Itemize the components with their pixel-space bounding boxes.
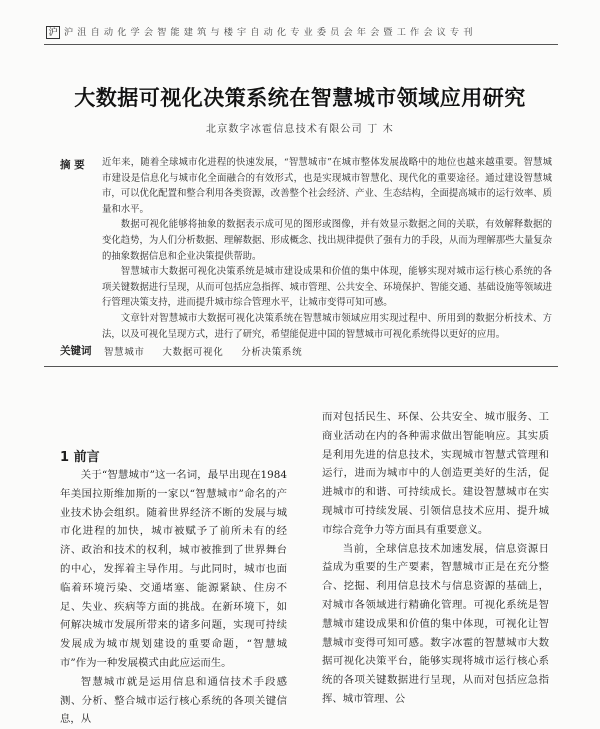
abstract-paragraph: 智慧城市大数据可视化决策系统是城市建设成果和价值的集中体现，能够实现对城市运行核心系统的各项关键数据进行呈现，从而可包括应急指挥、城市管理、公共安全、环境保护、智能交通、基础设施等领域进行管理决策支持，进而提升城市综合管理水平，让城市变得可知可感。 xyxy=(102,266,553,309)
body-paragraph: 智慧城市就是运用信息和通信技术手段感测、分析、整合城市运行核心系统的各项关键信息，从 xyxy=(60,675,287,726)
body-paragraph: 而对包括民生、环保、公共安全、城市服务、工商业活动在内的各种需求做出智能响应。其实质是利用先进的信息技术，实现城市智慧式管理和运行，进而为城市中的人创造更美好的生活，促进城市的和谐、可持续成长。建设智慧城市在实现城市可持续发展、引领信息技术应用、提升城市综合竞争力等方面具有重要意义。 xyxy=(322,411,549,536)
body-paragraph: 当前，全球信息技术加速发展，信息资源日益成为重要的生产要素，智慧城市正是在充分整合、挖掘、利用信息技术与信息资源的基础上，对城市各领域进行精确化管理。可视化系统是智慧城市建设成果和价值的集中体现，可视化让智慧城市变得可知可感。数字冰雹的智慧城市大数据可视化决策平台，能够实现将城市运行核心系统的各项关键数据进行呈现，从而对包括应急指挥、城市管理、公 xyxy=(322,542,549,705)
body-paragraph: 关于“智慧城市”这一名词，最早出现在1984年美国拉斯维加斯的一家以“智慧城市”命名的产业技术协会组织。随着世界经济不断的发展与城市化进程的加快，城市被赋予了前所未有的经济、政治和技术的权利，城市被推到了世界舞台的中心，发挥着主导作用。与此同时，城市也面临着环境污染、交通堵塞、能源紧缺、住房不足、失业、疾病等方面的挑战。在新环境下，如何解决城市发展所带来的诸多问题，实现可持续发展成为城市规划建设的重要命题，“智慧城市”作为一种发展模式由此应运而生。 xyxy=(60,469,287,669)
keyword: 分析决策系统 xyxy=(241,347,303,358)
section-title: 1 前言 xyxy=(60,450,100,465)
abstract-paragraph: 文章针对智慧城市大数据可视化决策系统在智慧城市领域应用实现过程中、所用到的数据分析技术、方法，以及可视化呈现方式，进行了研究，希望能促进中国的智慧城市可视化系统得以更好的应用。 xyxy=(102,312,552,340)
right-column xyxy=(322,408,549,709)
abstract-body xyxy=(102,155,552,342)
header-rule xyxy=(44,44,558,45)
paper-title: 大数据可视化决策系统在智慧城市领域应用研究 xyxy=(74,86,526,110)
keyword: 智慧城市 xyxy=(104,347,145,358)
abstract-label: 摘 要 xyxy=(60,159,85,171)
paper-authors: 北京数字冰雹信息技术有限公司 丁 木 xyxy=(206,124,394,135)
abstract-paragraph: 数据可视化能够将抽象的数据表示成可见的图形或图像，并有效显示数据之间的关联，有效解释数据的变化趋势，为人们分析数据、理解数据、形成概念、找出规律提供了强有力的手段，从而为理解那些大量复杂的抽象数据信息和企业决策提供帮助。 xyxy=(102,219,553,262)
keywords-label: 关键词 xyxy=(60,345,92,357)
header-text: 沪 沮 自 动 化 学 会 智 能 建 筑 与 楼 宇 自 动 化 专 业 委 员 会 年 会 暨 工 作 会 议 专 刊 xyxy=(64,27,474,38)
header-mark: 沪 xyxy=(46,26,60,39)
abstract-paragraph: 近年来，随着全球城市化进程的快速发展，“智慧城市”在城市整体发展战略中的地位也越来越重要。智慧城市建设是信息化与城市化全面融合的有效形式，也是实现城市智慧化、现代化的重要途径。通过建设智慧城市，可以优化配置和整合利用各类资源，改善整个社会经济、产业、生态结构，全面提高城市的运行效率、质量和水平。 xyxy=(102,157,553,215)
keywords-list xyxy=(104,344,316,358)
journal-header xyxy=(46,26,474,40)
abstract-rule xyxy=(44,366,558,367)
left-column xyxy=(60,466,287,729)
keyword: 大数据可视化 xyxy=(162,347,224,358)
